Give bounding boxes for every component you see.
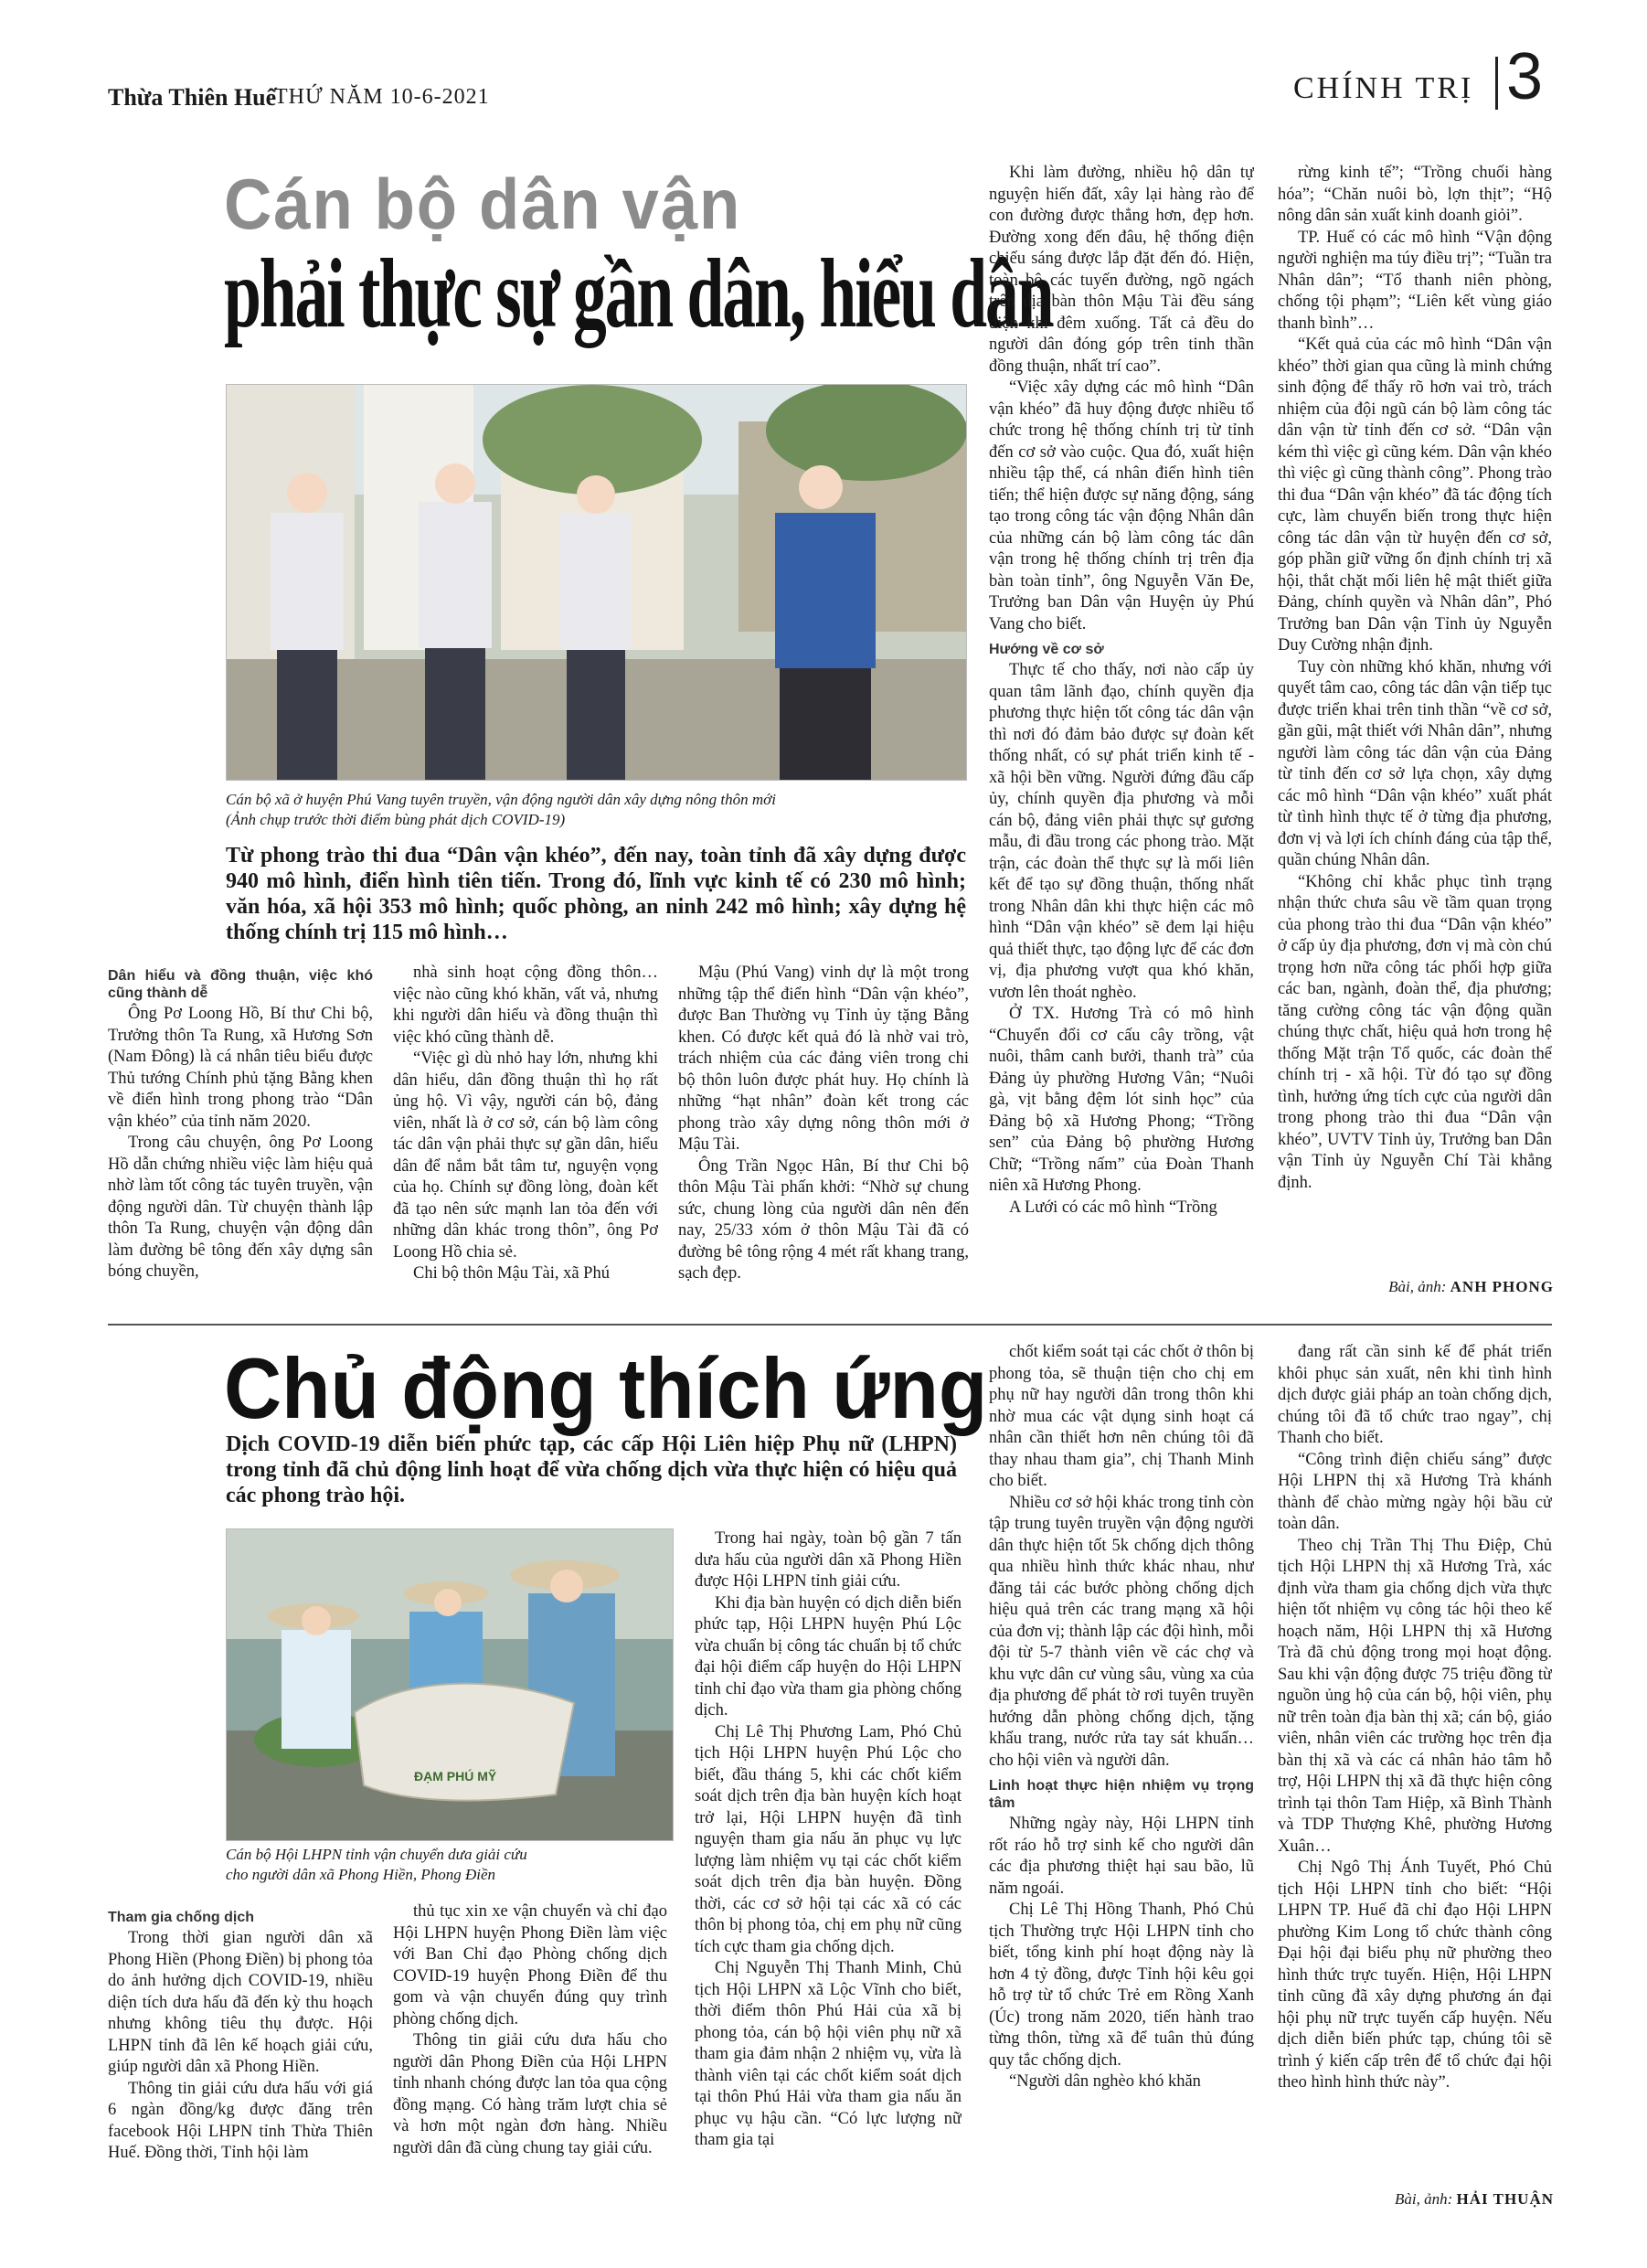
page-number: 3 (1506, 40, 1544, 113)
header-divider (1495, 57, 1498, 110)
paragraph: “Việc xây dựng các mô hình “Dân vận khéo” đã huy động được nhiều tổ chức trong hệ thống chính trị từ tỉnh đến cơ sở vào cuộc. Qua đó, xuất hiện nhiều tập thể, cá nhân điển hình tiên tiến; thể hiện được sự năng động, sáng tạo trong công tác vận động Nhân dân của những cán bộ làm công tác dân vận trong hệ thống chính trị trên địa bàn toàn tỉnh”, ông Nguyễn Văn Đe, Trưởng ban Dân vận Huyện ủy Phú Vang cho biết. (989, 378, 1254, 634)
paragraph: Tuy còn những khó khăn, nhưng với quyết tâm cao, công tác dân vận tiếp tục được triển khai trên tinh thần “về cơ sở, gần gũi, mật thiết với Nhân dân”, nhưng người làm công tác dân vận của Đảng từ tỉnh đến cơ sở lựa chọn, xây dựng các mô hình “Dân vận khéo” xuất phát từ tình hình thực tế ở từng địa phương, đơn vị và lợi ích chính đáng của tập thể, quần chúng Nhân dân. (1278, 657, 1552, 869)
paragraph: Trong thời gian người dân xã Phong Hiền (Phong Điền) bị phong tỏa do ảnh hưởng dịch COVID-19, nhiều diện tích dưa hấu đã đến kỳ thu hoạch nhưng không tiêu thụ được. Hội LHPN tỉnh đã lên kế hoạch giải cứu, giúp người dân xã Phong Hiền. (108, 1929, 373, 2076)
article2-byline: Bài, ảnh: HẢI THUẬN (1395, 2190, 1554, 2208)
paragraph: “Kết quả của các mô hình “Dân vận khéo” thời gian qua cũng là minh chứng sinh động để thấy rõ hơn vai trò, trách nhiệm của đội ngũ cán bộ làm công tác dân vận từ tỉnh đến cơ sở. “Dân vận kém thì việc gì cũng kém. Dân vận khéo thì việc gì cũng thành công”. Phong trào thi đua “Dân vận khéo” đã tác động tích cực, làm chuyển biến trong thực hiện công tác dân vận từ huyện đến cơ sở, góp phần giữ vững ổn định chính trị xã hội, thắt chặt mối liên hệ mật thiết giữa Đảng, chính quyền và Nhân dân”, Phó Trưởng ban Dân vận Tỉnh ủy Nguyễn Duy Cường nhận định. (1278, 335, 1552, 655)
article1-photo-illustration (227, 385, 966, 780)
paragraph: Chi bộ thôn Mậu Tài, xã Phú (413, 1264, 610, 1283)
paragraph: Mậu (Phú Vang) vinh dự là một trong những tập thể điển hình “Dân vận khéo”, được Ban Thường vụ Tỉnh ủy tặng Bằng khen. Có được kết quả đó là nhờ vai trò, trách nhiệm của các đảng viên trong chi bộ thôn luôn được phát huy. Họ chính là những “hạt nhân” đoàn kết trong các phong trào xây dựng nông thôn mới ở Mậu Tài. (678, 964, 969, 1154)
issue-date: THỨ NĂM 10-6-2021 (274, 85, 490, 109)
article2-author: HẢI THUẬN (1456, 2190, 1554, 2208)
paragraph: nhà sinh hoạt cộng đồng thôn… việc nào cũng khó khăn, vất vả, nhưng khi người dân hiểu và đồng thuận thì việc khó cũng thành dễ. (393, 964, 658, 1047)
article2-photo-caption: Cán bộ Hội LHPN tỉnh vận chuyển dưa giải cứu (226, 1846, 527, 1863)
paragraph: Khi địa bàn huyện có dịch diễn biến phức tạp, Hội LHPN huyện Phú Lộc vừa chuẩn bị công tác chuẩn bị tổ chức đại hội điểm cấp huyện do Hội LHPN tỉnh chỉ đạo vừa tham gia phòng chống dịch. (695, 1593, 962, 1720)
article2-lead: Dịch COVID-19 diễn biến phức tạp, các cấp Hội Liên hiệp Phụ nữ (LHPN) trong tỉnh đã chủ động linh hoạt để vừa chống dịch vừa thực hiện có hiệu quả các phong trào hội. (226, 1432, 957, 1507)
paragraph: thủ tục xin xe vận chuyển và chỉ đạo Hội LHPN huyện Phong Điền làm việc với Ban Chỉ đạo Phòng chống dịch COVID-19 huyện Phong Điền để thu gom và vận chuyển đúng quy trình phòng chống dịch. (393, 1902, 667, 2028)
article2-column-1 (108, 1909, 373, 2210)
paragraph: Thực tế cho thấy, nơi nào cấp ủy quan tâm lãnh đạo, chính quyền địa phương thực hiện tốt công tác dân vận thì nơi đó đảm bảo được sự đoàn kết thống nhất, có sự phát triển kinh tế - xã hội bền vững. Người đứng đầu cấp ủy, chính quyền địa phương và mỗi cán bộ, đảng viên phải thực sự gương mẫu, đi đầu trong các phong trào. Mặt trận, các đoàn thể thực sự là mối liên kết để tạo sự đồng thuận, thống nhất trong Nhân dân khi thực hiện các mô hình “Dân vận khéo” sẽ đem lại hiệu quả thiết thực, tạo động lực để các đơn vị, địa phương vượt qua khó khăn, vươn lên thoát nghèo. (989, 661, 1254, 1002)
paragraph: “Công trình điện chiếu sáng” được Hội LHPN thị xã Hương Trà khánh thành để chào mừng ngày hội bầu cử toàn dân. (1278, 1450, 1552, 1533)
article1-subheading-2: Hướng về cơ sở (989, 642, 1104, 657)
article2-subheading-1: Tham gia chống dịch (108, 1910, 255, 1925)
paragraph: Những ngày này, Hội LHPN tỉnh rốt ráo hỗ trợ sinh kế cho người dân các địa phương thiệt hại sau bão, lũ năm ngoái. (989, 1815, 1254, 1898)
paragraph: chốt kiểm soát tại các chốt ở thôn bị phong tỏa, sẽ thuận tiện cho chị em phụ nữ hay người dân trong thôn khi nhờ mua các vật dụng sinh hoạt cá nhân cần thiết hơn nên chúng tôi đã thay nhau tham gia”, chị Thanh Minh cho biết. (989, 1343, 1254, 1490)
paragraph: “Việc gì dù nhỏ hay lớn, nhưng khi dân hiểu, dân đồng thuận thì họ rất ủng hộ. Vì vậy, người cán bộ, đảng viên, nhất là ở cơ sở, cán bộ làm công tác dân vận phải thực sự gần dân, hiểu dân để nắm bắt tâm tư, nguyện vọng của họ. Chính sự đồng lòng, đoàn kết đã tạo nên sức mạnh lan tỏa đến với những dân khác trong thôn”, ông Pơ Loong Hồ chia sẻ. (393, 1049, 658, 1262)
article2-photo (226, 1528, 674, 1841)
paragraph: Chị Nguyễn Thị Thanh Minh, Chủ tịch Hội LHPN xã Lộc Vĩnh cho biết, thời điểm thôn Phú Hải của xã bị phong tỏa, cán bộ hội viên phụ nữ xã tham gia đảm nhận 2 nhiệm vụ, vừa là thành viên tại các chốt kiểm soát dịch tại thôn Phú Hải vừa tham gia nấu ăn phục vụ hậu cần. “Có lực lượng nữ tham gia tại (695, 1959, 962, 2149)
article2-title: Chủ động thích ứng (224, 1340, 988, 1436)
article1-lead: Từ phong trào thi đua “Dân vận khéo”, đến nay, toàn tỉnh đã xây dựng được 940 mô hình, điển hình tiên tiến. Trong đó, lĩnh vực kinh tế có 230 mô hình; văn hóa, xã hội 353 mô hình; quốc phòng, an ninh 242 mô hình; xây dựng hệ thống chính trị 115 mô hình… (226, 844, 966, 944)
article2-column-4 (989, 1342, 1254, 2220)
article1-title-line2: phải thực sự gần dân, hiểu dân (224, 240, 1053, 348)
article1-subheading-1: Dân hiểu và đồng thuận, việc khó cũng thành dễ (108, 968, 373, 1001)
paragraph: Ở TX. Hương Trà có mô hình “Chuyển đổi cơ cấu cây trồng, vật nuôi, thâm canh bưởi, thanh trà” của Đảng ủy phường Hương Vân; “Nuôi gà, vịt bằng đệm lót sinh học” của Đảng bộ xã Hương Phong; “Trồng sen” của Đảng bộ phường Hương Chữ; “Trồng nấm” của Đoàn Thanh niên xã Hương Phong. (989, 1005, 1254, 1195)
paragraph: A Lưới có các mô hình “Trồng (1009, 1198, 1217, 1217)
bag-label: ĐẠM PHÚ MỸ (414, 1769, 497, 1784)
paragraph: Trong hai ngày, toàn bộ gần 7 tấn dưa hấu của người dân xã Phong Hiền được Hội LHPN tỉnh giải cứu. (695, 1529, 962, 1591)
paragraph: Trong câu chuyện, ông Pơ Loong Hồ dẫn chứng nhiều việc làm hiệu quả nhờ làm tốt công tác tuyên truyền, vận động người dân. Từ chuyện thành lập thôn Ta Rung, chuyện vận động dân làm đường bê tông đến xây dựng sân bóng chuyền, (108, 1134, 373, 1281)
article1-column-2 (393, 963, 658, 1305)
article1-column-5 (1278, 163, 1552, 1269)
article2-column-2 (393, 1901, 667, 2217)
paragraph: Ông Pơ Loong Hồ, Bí thư Chi bộ, Trưởng thôn Ta Rung, xã Hương Sơn (Nam Đông) là cá nhân tiêu biểu được Thủ tướng Chính phủ tặng Bằng khen về điển hình trong phong trào “Dân vận khéo” của tỉnh năm 2020. (108, 1005, 373, 1131)
article-divider (108, 1324, 1552, 1326)
paragraph: Thông tin giải cứu dưa hấu với giá 6 ngàn đồng/kg được đăng trên facebook Hội LHPN tỉnh Thừa Thiên Huế. Đồng thời, Tỉnh hội làm (108, 2079, 373, 2162)
article2-photo-caption-2: cho người dân xã Phong Hiền, Phong Điền (226, 1866, 496, 1883)
paragraph: Thông tin giải cứu dưa hấu cho người dân Phong Điền của Hội LHPN tỉnh nhanh chóng được lan tỏa qua cộng đồng mạng. Có hàng trăm lượt chia sẻ và hơn một ngàn đơn hàng. Nhiều người dân đã cùng chung tay giải cứu. (393, 2031, 667, 2157)
paragraph: đang rất cần sinh kế để phát triển khôi phục sản xuất, nên khi tình hình dịch được giải pháp an toàn chống dịch, chúng tôi đã tổ chức trao ngay”, chị Thanh cho biết. (1278, 1343, 1552, 1447)
article1-photo (226, 384, 967, 781)
article1-column-4 (989, 163, 1254, 1307)
section-name: CHÍNH TRỊ (1293, 71, 1474, 105)
paragraph: TP. Huế có các mô hình “Vận động người nghiện ma túy điều trị”; “Tuần tra Nhân dân”; “Tổ thanh niên phòng, chống tội phạm”; “Liên kết vùng giáo thanh bình”… (1278, 228, 1552, 333)
paragraph: Ông Trần Ngọc Hân, Bí thư Chi bộ thôn Mậu Tài phấn khởi: “Nhờ sự chung sức, chung lòng của người dân nên đến nay, 25/33 xóm ở thôn Mậu Tài đã có đường bê tông rộng 4 mét rất khang trang, sạch đẹp. (678, 1156, 969, 1283)
paragraph: Chị Lê Thị Hồng Thanh, Phó Chủ tịch Thường trực Hội LHPN tỉnh cho biết, tổng kinh phí hoạt động này là hơn 4 tỷ đồng, được Tỉnh hội kêu gọi hỗ trợ từ tổ chức Trẻ em Rồng Xanh (Úc) trong năm 2020, tiến hành trao từng thôn, từng xã để tuân thủ đúng quy tắc chống dịch. (989, 1901, 1254, 2070)
article1-title-line1: Cán bộ dân vận (224, 164, 742, 244)
paragraph: rừng kinh tế”; “Trồng chuối hàng hóa”; “Chăn nuôi bò, lợn thịt”; “Hộ nông dân sản xuất kinh doanh giỏi”. (1278, 164, 1552, 225)
article1-column-1 (108, 967, 373, 1305)
article1-photo-caption: Cán bộ xã ở huyện Phú Vang tuyên truyền, vận động người dân xây dựng nông thôn mới (226, 791, 776, 808)
paragraph: “Người dân nghèo khó khăn (1009, 2072, 1201, 2091)
article1-photo-caption-note: (Ảnh chụp trước thời điểm bùng phát dịch COVID-19) (226, 811, 566, 828)
paragraph: Chị Lê Thị Phương Lam, Phó Chủ tịch Hội LHPN huyện Phú Lộc cho biết, đầu tháng 5, khi các chốt kiểm soát dịch trên địa bàn huyện kích hoạt trở lại, Hội LHPN huyện đã tình nguyện tham gia nấu ăn phục vụ lực lượng làm nhiệm vụ tại các chốt kiểm soát dịch trên địa bàn huyện. Đồng thời, các cơ sở hội tại các xã có các thôn bị phong tỏa, chị em phụ nữ cũng tích cực tham gia chống dịch. (695, 1722, 962, 1956)
paragraph: Chị Ngô Thị Ánh Tuyết, Phó Chủ tịch Hội LHPN tỉnh cho biết: “Hội LHPN TP. Huế đã chỉ đạo Hội LHPN phường Kim Long tổ chức thành công Đại hội đại biểu phụ nữ phường theo hình thức trực tuyến. Hiện, Hội LHPN tỉnh cũng đã xây dựng phương án đại hội phụ nữ trực tuyến cấp huyện. Nếu dịch diễn biến phức tạp, chúng tôi sẽ trình ý kiến cấp trên để tổ chức đại hội theo hình hình thức này”. (1278, 1858, 1552, 2092)
article2-column-3 (695, 1528, 962, 2223)
article1-byline: Bài, ảnh: ANH PHONG (1388, 1278, 1554, 1295)
article2-photo-illustration (227, 1529, 673, 1840)
article1-column-3 (678, 963, 969, 1305)
newspaper-name: Thừa Thiên Huế (108, 84, 277, 111)
article2-subheading-2: Linh hoạt thực hiện nhiệm vụ trọng tâm (989, 1778, 1254, 1811)
paragraph: “Không chỉ khắc phục tình trạng nhận thức chưa sâu về tầm quan trọng của phong trào thi đua “Dân vận khéo” ở cấp ủy địa phương, đơn vị mà còn chú trọng hơn nữa công tác phối hợp giữa các ban, ngành, đoàn thể, địa phương; tăng cường công tác vận động quần chúng thực chất, hiệu quả hơn trong hệ thống Mặt trận Tổ quốc, các đoàn thể chính trị - xã hội. Từ đó tạo sự đồng tình, hưởng ứng tích cực của người dân trong phong trào thi đua “Dân vận khéo”, UVTV Tỉnh ủy, Trưởng ban Dân vận Tỉnh ủy Nguyễn Chí Tài khẳng định. (1278, 872, 1552, 1192)
article2-column-5 (1278, 1342, 1552, 2181)
paragraph: Khi làm đường, nhiều hộ dân tự nguyện hiến đất, xây lại hàng rào để con đường được thẳng hơn, đẹp hơn. Đường xong đến đâu, hệ thống điện chiếu sáng được lắp đặt đến đó. Hiện, toàn bộ các tuyến đường, ngõ ngách trên địa bàn thôn Mậu Tài đều sáng điện khi đêm xuống. Tất cả đều do người dân đóng góp trên tinh thần đồng thuận, nhất trí cao”. (989, 164, 1254, 376)
paragraph: Theo chị Trần Thị Thu Điệp, Chủ tịch Hội LHPN thị xã Hương Trà, xác định vừa tham gia chống dịch vừa thực hiện tốt nhiệm vụ công tác hội theo kế hoạch năm, Hội LHPN thị xã Hương Trà đã chủ động trong mọi hoạt động. Sau khi vận động được 75 triệu đồng từ nguồn ủng hộ của cán bộ, hội viên, phụ nữ trên toàn địa bàn thị xã; cán bộ, giáo viên, nhân viên các trường học trên địa bàn thị xã và các cá nhân hảo tâm hỗ trợ, Hội LHPN thị xã đã thực hiện công trình tại thôn Tam Hiệp, xã Bình Thành và TDP Thượng Khê, phường Hương Xuân… (1278, 1536, 1552, 1856)
paragraph: Nhiều cơ sở hội khác trong tỉnh còn tập trung tuyên truyền vận động người dân thực hiện tốt 5k chống dịch thông qua nhiều hình thức khác nhau, như đăng tải các bước phòng chống dịch hiệu quả trên các trang mạng xã hội của đơn vị; thành lập các đội hình, mỗi đội từ 5-7 thành viên về các chợ và khu vực dân cư vùng sâu, vùng xa của địa phương để phát tờ rơi tuyên truyền hướng dẫn phòng chống dịch, tặng khẩu trang, nước rửa tay sát khuẩn… cho hội viên và người dân. (989, 1493, 1254, 1770)
article1-author: ANH PHONG (1450, 1278, 1554, 1295)
